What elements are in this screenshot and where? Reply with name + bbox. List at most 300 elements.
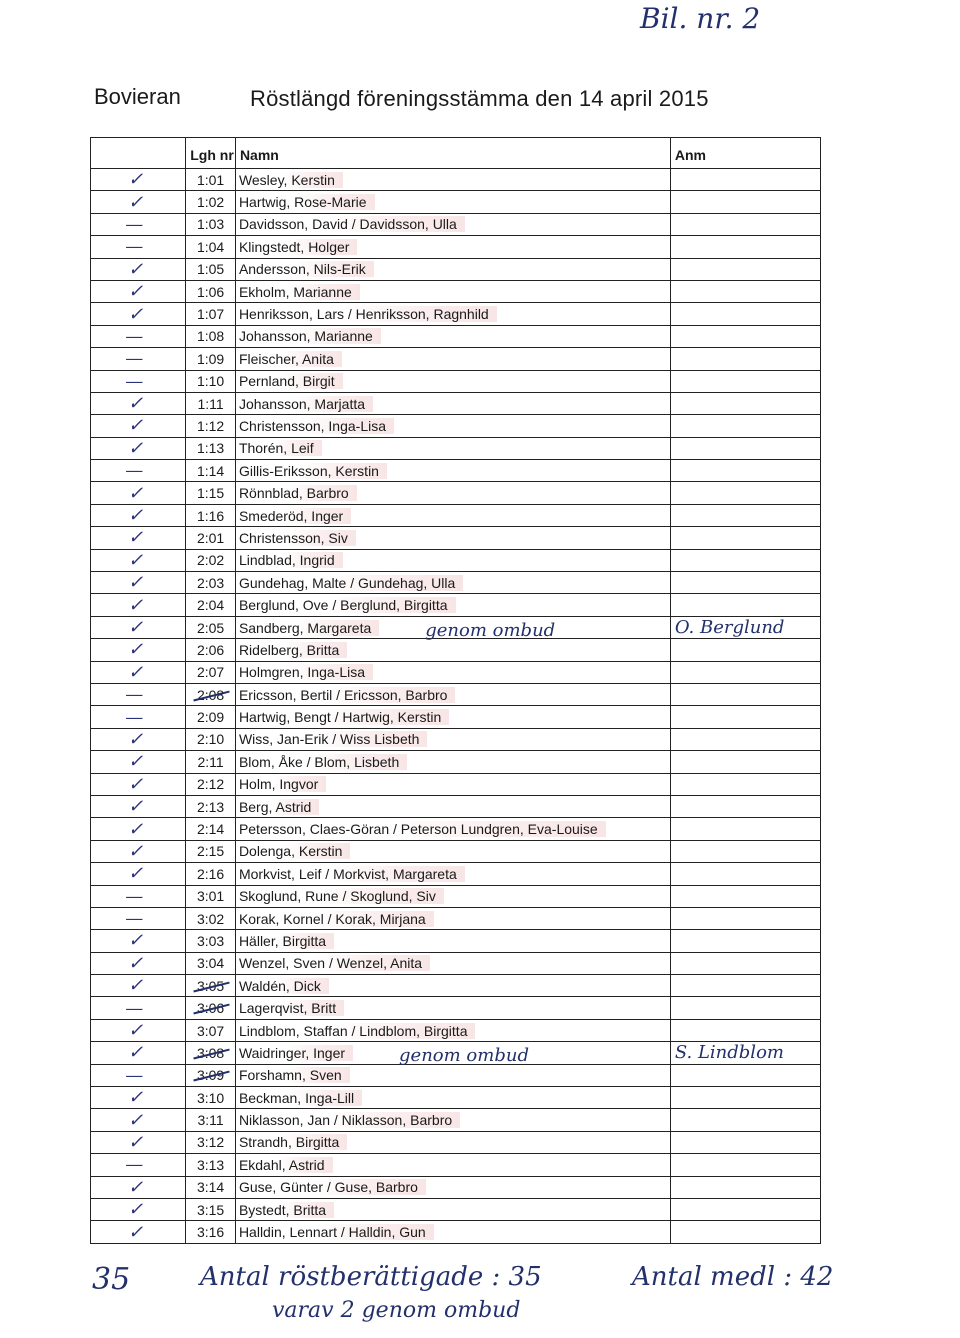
member-name-cell xyxy=(235,325,670,347)
table-row xyxy=(91,213,821,235)
dash-icon: — xyxy=(91,1154,186,1176)
member-name-cell xyxy=(235,549,670,571)
apartment-number-cell xyxy=(186,415,236,437)
checkmark-icon: ✓ xyxy=(91,1131,186,1153)
table-row xyxy=(91,280,821,302)
member-name: Strandh, Birgitta xyxy=(239,1134,347,1150)
member-name: Waldén, Dick xyxy=(239,978,329,994)
checkmark-icon: ✓ xyxy=(91,863,186,885)
checkmark-icon: ✓ xyxy=(91,773,186,795)
apartment-number-cell xyxy=(186,1019,236,1041)
apartment-number-cell xyxy=(186,773,236,795)
table-row xyxy=(91,683,821,705)
member-name-cell xyxy=(235,236,670,258)
dash-icon: — xyxy=(91,213,186,235)
member-name: Bystedt, Britta xyxy=(239,1202,334,1218)
member-name-cell xyxy=(235,1042,670,1064)
apartment-number-cell xyxy=(186,885,236,907)
checkmark-icon: ✓ xyxy=(91,975,186,997)
checkmark-icon: ✓ xyxy=(91,191,186,213)
remark-cell xyxy=(670,572,820,594)
remark-cell xyxy=(670,303,820,325)
table-row xyxy=(91,504,821,526)
member-name: Beckman, Inga-Lill xyxy=(239,1090,362,1106)
remark-cell xyxy=(670,460,820,482)
apartment-number-cell xyxy=(186,930,236,952)
remark-cell xyxy=(670,840,820,862)
member-name-cell xyxy=(235,728,670,750)
member-name-cell xyxy=(235,572,670,594)
member-name: Guse, Günter / Guse, Barbro xyxy=(239,1179,426,1195)
checkmark-icon: ✓ xyxy=(91,169,186,191)
table-row xyxy=(91,863,821,885)
apartment-number: 2:07 xyxy=(196,664,225,681)
member-name-cell xyxy=(235,1087,670,1109)
member-name: Holmgren, Inga-Lisa xyxy=(239,664,373,680)
remark-cell xyxy=(670,795,820,817)
member-name-cell xyxy=(235,594,670,616)
member-name: Dolenga, Kerstin xyxy=(239,843,351,859)
member-name: Gillis-Eriksson, Kerstin xyxy=(239,463,387,479)
remark-cell xyxy=(670,1109,820,1131)
table-row xyxy=(91,1019,821,1041)
apartment-number: 1:15 xyxy=(196,485,225,502)
checkmark-icon: ✓ xyxy=(91,437,186,459)
column-header-lgh: Lgh nr xyxy=(186,138,236,169)
table-row xyxy=(91,1131,821,1153)
apartment-number: 2:10 xyxy=(196,731,225,748)
member-name-cell xyxy=(235,527,670,549)
member-name-cell xyxy=(235,818,670,840)
apartment-number: 1:01 xyxy=(196,171,225,188)
member-name-cell xyxy=(235,751,670,773)
apartment-number-cell xyxy=(186,818,236,840)
apartment-number: 2:08 xyxy=(196,686,225,703)
voting-register-table xyxy=(90,137,821,1244)
remark-cell xyxy=(670,191,820,213)
table-row xyxy=(91,975,821,997)
table-row xyxy=(91,370,821,392)
checkmark-icon: ✓ xyxy=(91,280,186,302)
member-name-cell xyxy=(235,504,670,526)
member-name-cell xyxy=(235,952,670,974)
remark-cell xyxy=(670,1176,820,1198)
member-name-cell xyxy=(235,169,670,191)
apartment-number: 2:05 xyxy=(196,619,225,636)
apartment-number-cell xyxy=(186,863,236,885)
table-body xyxy=(91,169,821,1244)
remark-cell xyxy=(670,258,820,280)
apartment-number: 3:10 xyxy=(196,1089,225,1106)
member-name: Blom, Åke / Blom, Lisbeth xyxy=(239,754,407,770)
checkmark-icon: ✓ xyxy=(91,728,186,750)
dash-icon: — xyxy=(91,907,186,929)
dash-icon: — xyxy=(91,997,186,1019)
apartment-number: 1:13 xyxy=(196,440,225,457)
apartment-number: 3:06 xyxy=(196,1000,225,1017)
table-row xyxy=(91,169,821,191)
member-name: Ridelberg, Britta xyxy=(239,642,347,658)
dash-icon: — xyxy=(91,885,186,907)
apartment-number: 3:02 xyxy=(196,910,225,927)
checkmark-icon: ✓ xyxy=(91,1087,186,1109)
apartment-number-cell xyxy=(186,840,236,862)
checkmark-icon: ✓ xyxy=(91,504,186,526)
apartment-number-cell xyxy=(186,303,236,325)
apartment-number-cell xyxy=(186,952,236,974)
member-name: Ekdahl, Astrid xyxy=(239,1157,333,1173)
member-name-cell xyxy=(235,348,670,370)
checkmark-icon: ✓ xyxy=(91,392,186,414)
apartment-number-cell xyxy=(186,1109,236,1131)
remark-cell xyxy=(670,213,820,235)
member-name: Thorén, Leif xyxy=(239,440,322,456)
member-name-cell xyxy=(235,616,670,641)
member-name: Hartwig, Rose-Marie xyxy=(239,194,375,210)
column-header-anm: Anm xyxy=(670,138,820,169)
apartment-number: 2:02 xyxy=(196,552,225,569)
member-name-cell xyxy=(235,303,670,325)
apartment-number: 2:06 xyxy=(196,641,225,658)
member-name: Lagerqvist, Britt xyxy=(239,1000,344,1016)
member-name-cell xyxy=(235,773,670,795)
organisation-name: Bovieran xyxy=(94,84,181,109)
member-name-cell xyxy=(235,1064,670,1086)
remark-cell: O. Berglund xyxy=(670,616,820,638)
member-name-cell xyxy=(235,930,670,952)
remark-cell xyxy=(670,392,820,414)
member-name-cell xyxy=(235,258,670,280)
dash-icon: — xyxy=(91,370,186,392)
apartment-number-cell xyxy=(186,191,236,213)
table-row xyxy=(91,1087,821,1109)
apartment-number-cell xyxy=(186,169,236,191)
apartment-number: 2:11 xyxy=(197,753,224,770)
proxy-voters-count: varav 2 genom ombud xyxy=(272,1298,521,1323)
remark-cell xyxy=(670,370,820,392)
checkmark-icon: ✓ xyxy=(91,952,186,974)
remark-cell xyxy=(670,930,820,952)
checkmark-icon: ✓ xyxy=(91,795,186,817)
apartment-number-cell xyxy=(186,1176,236,1198)
member-name: Klingstedt, Holger xyxy=(239,239,358,255)
remark-cell: S. Lindblom xyxy=(670,1042,820,1064)
apartment-number-cell xyxy=(186,661,236,683)
checkmark-icon: ✓ xyxy=(91,1109,186,1131)
remark-cell xyxy=(670,885,820,907)
apartment-number: 2:01 xyxy=(196,529,225,546)
apartment-number: 3:05 xyxy=(196,977,225,994)
member-name: Korak, Kornel / Korak, Mirjana xyxy=(239,911,434,927)
apartment-number-cell xyxy=(186,751,236,773)
checkmark-icon: ✓ xyxy=(91,549,186,571)
apartment-number-cell xyxy=(186,639,236,661)
remark-cell xyxy=(670,504,820,526)
apartment-number-cell xyxy=(186,1064,236,1086)
apartment-number: 1:11 xyxy=(197,395,224,412)
table-row xyxy=(91,1154,821,1176)
table-row xyxy=(91,616,821,638)
table-row xyxy=(91,594,821,616)
table-row xyxy=(91,952,821,974)
remark-cell xyxy=(670,706,820,728)
member-name-cell xyxy=(235,370,670,392)
apartment-number-cell xyxy=(186,325,236,347)
checkmark-icon: ✓ xyxy=(91,527,186,549)
table-row xyxy=(91,258,821,280)
member-name: Holm, Ingvor xyxy=(239,776,326,792)
apartment-number: 3:16 xyxy=(196,1224,225,1241)
remark-cell xyxy=(670,773,820,795)
table-header-row xyxy=(91,138,821,169)
member-name: Berglund, Ove / Berglund, Birgitta xyxy=(239,597,456,613)
table-row xyxy=(91,639,821,661)
member-name: Lindblom, Staffan / Lindblom, Birgitta xyxy=(239,1023,476,1039)
apartment-number-cell xyxy=(186,549,236,571)
apartment-number-cell xyxy=(186,975,236,997)
apartment-number-cell xyxy=(186,236,236,258)
checkmark-icon: ✓ xyxy=(91,818,186,840)
member-name-cell xyxy=(235,907,670,929)
apartment-number: 3:03 xyxy=(196,932,225,949)
member-name-cell xyxy=(235,213,670,235)
attachment-number: Bil. nr. 2 xyxy=(640,2,761,35)
member-name: Hartwig, Bengt / Hartwig, Kerstin xyxy=(239,709,449,725)
member-name: Fleischer, Anita xyxy=(239,351,342,367)
proxy-note: genom ombud xyxy=(425,619,556,641)
remark-cell xyxy=(670,1019,820,1041)
apartment-number: 3:07 xyxy=(196,1022,225,1039)
apartment-number: 3:15 xyxy=(196,1201,225,1218)
apartment-number-cell xyxy=(186,907,236,929)
member-name-cell xyxy=(235,437,670,459)
member-name-cell xyxy=(235,840,670,862)
apartment-number-cell xyxy=(186,616,236,638)
member-name: Halldin, Lennart / Halldin, Gun xyxy=(239,1224,434,1240)
apartment-number-cell xyxy=(186,728,236,750)
checkmark-icon: ✓ xyxy=(91,1198,186,1220)
dash-icon: — xyxy=(91,683,186,705)
apartment-number: 1:02 xyxy=(196,194,225,211)
apartment-number: 3:14 xyxy=(196,1179,225,1196)
checkmark-icon: ✓ xyxy=(91,415,186,437)
apartment-number: 2:13 xyxy=(196,798,225,815)
dash-icon: — xyxy=(91,460,186,482)
table-row xyxy=(91,1221,821,1243)
member-name-cell xyxy=(235,795,670,817)
table-row xyxy=(91,1064,821,1086)
apartment-number-cell xyxy=(186,213,236,235)
member-name-cell xyxy=(235,415,670,437)
remark-cell xyxy=(670,751,820,773)
remark-cell xyxy=(670,907,820,929)
remark-cell xyxy=(670,683,820,705)
checkmark-icon: ✓ xyxy=(91,930,186,952)
member-name: Lindblad, Ingrid xyxy=(239,552,343,568)
apartment-number: 1:09 xyxy=(196,350,225,367)
table-row xyxy=(91,885,821,907)
remark-cell xyxy=(670,997,820,1019)
dash-icon: — xyxy=(91,706,186,728)
member-name: Pernland, Birgit xyxy=(239,373,343,389)
apartment-number: 1:12 xyxy=(196,417,225,434)
apartment-number: 1:03 xyxy=(196,216,225,233)
column-header-mark xyxy=(91,138,186,169)
apartment-number-cell xyxy=(186,1154,236,1176)
table-row xyxy=(91,1198,821,1220)
apartment-number: 1:06 xyxy=(196,283,225,300)
table-row xyxy=(91,572,821,594)
table-row xyxy=(91,549,821,571)
member-name: Smederöd, Inger xyxy=(239,508,351,524)
apartment-number-cell xyxy=(186,527,236,549)
dash-icon: — xyxy=(91,1064,186,1086)
member-name-cell xyxy=(235,683,670,705)
apartment-number: 1:04 xyxy=(196,238,225,255)
remark-cell xyxy=(670,1087,820,1109)
member-name: Gundehag, Malte / Gundehag, Ulla xyxy=(239,575,463,591)
apartment-number: 3:01 xyxy=(196,888,225,905)
table-row xyxy=(91,1109,821,1131)
member-name: Davidsson, David / Davidsson, Ulla xyxy=(239,216,465,232)
member-name-cell xyxy=(235,392,670,414)
remark-cell xyxy=(670,1154,820,1176)
remark-cell xyxy=(670,415,820,437)
apartment-number: 1:07 xyxy=(196,306,225,323)
member-name: Forshamn, Sven xyxy=(239,1067,350,1083)
remark-cell xyxy=(670,549,820,571)
checkmark-icon: ✓ xyxy=(91,1019,186,1041)
table-row xyxy=(91,303,821,325)
apartment-number-cell xyxy=(186,706,236,728)
member-name: Waidringer, Inger xyxy=(239,1045,353,1061)
checkmark-icon: ✓ xyxy=(91,1042,186,1064)
member-name: Wesley, Kerstin xyxy=(239,172,343,188)
apartment-number-cell xyxy=(186,1042,236,1064)
apartment-number-cell xyxy=(186,258,236,280)
member-name: Ekholm, Marianne xyxy=(239,284,360,300)
checkmark-icon: ✓ xyxy=(91,661,186,683)
apartment-number: 2:16 xyxy=(196,865,225,882)
remark-cell xyxy=(670,437,820,459)
apartment-number: 1:16 xyxy=(196,507,225,524)
apartment-number: 1:10 xyxy=(196,373,225,390)
remark-cell xyxy=(670,527,820,549)
apartment-number: 1:08 xyxy=(196,328,225,345)
remark-cell xyxy=(670,818,820,840)
apartment-number-cell xyxy=(186,795,236,817)
apartment-number: 2:15 xyxy=(196,843,225,860)
table-row xyxy=(91,1176,821,1198)
member-name-cell xyxy=(235,1221,670,1243)
apartment-number: 3:12 xyxy=(196,1134,225,1151)
checkmark-icon: ✓ xyxy=(91,303,186,325)
remark-cell xyxy=(670,863,820,885)
table-row xyxy=(91,1042,821,1064)
apartment-number-cell xyxy=(186,1131,236,1153)
member-name-cell xyxy=(235,661,670,683)
apartment-number-cell xyxy=(186,280,236,302)
checkmark-icon: ✓ xyxy=(91,572,186,594)
member-name-cell xyxy=(235,1109,670,1131)
remark-cell xyxy=(670,728,820,750)
member-name: Andersson, Nils-Erik xyxy=(239,261,374,277)
apartment-number-cell xyxy=(186,504,236,526)
tally-total: 35 xyxy=(92,1262,131,1297)
member-name-cell xyxy=(235,1154,670,1176)
apartment-number-cell xyxy=(186,370,236,392)
member-name-cell xyxy=(235,280,670,302)
checkmark-icon: ✓ xyxy=(91,1221,186,1243)
document-title: Röstlängd föreningsstämma den 14 april 2015 xyxy=(250,86,709,111)
checkmark-icon: ✓ xyxy=(91,840,186,862)
checkmark-icon: ✓ xyxy=(91,751,186,773)
member-name-cell xyxy=(235,1198,670,1220)
member-name: Skoglund, Rune / Skoglund, Siv xyxy=(239,888,444,904)
checkmark-icon: ✓ xyxy=(91,1176,186,1198)
member-name: Berg, Astrid xyxy=(239,799,319,815)
apartment-number-cell xyxy=(186,1221,236,1243)
checkmark-icon: ✓ xyxy=(91,258,186,280)
remark-cell xyxy=(670,348,820,370)
dash-icon: — xyxy=(91,236,186,258)
table-row xyxy=(91,751,821,773)
member-name: Christensson, Siv xyxy=(239,530,356,546)
apartment-number-cell xyxy=(186,1087,236,1109)
remark-cell xyxy=(670,1131,820,1153)
column-header-name: Namn xyxy=(235,138,670,169)
table-row xyxy=(91,728,821,750)
member-count: Antal medl : 42 xyxy=(632,1262,834,1292)
member-name-cell xyxy=(235,1131,670,1153)
member-name-cell xyxy=(235,863,670,885)
table-row xyxy=(91,706,821,728)
member-name-cell xyxy=(235,1019,670,1041)
remark-cell xyxy=(670,639,820,661)
apartment-number: 1:05 xyxy=(196,261,225,278)
member-name: Häller, Birgitta xyxy=(239,933,334,949)
apartment-number-cell xyxy=(186,437,236,459)
proxy-note: genom ombud xyxy=(399,1044,529,1066)
member-name-cell xyxy=(235,639,670,661)
table-row xyxy=(91,527,821,549)
remark-cell xyxy=(670,594,820,616)
member-name-cell xyxy=(235,191,670,213)
remark-cell xyxy=(670,236,820,258)
apartment-number-cell xyxy=(186,460,236,482)
apartment-number-cell xyxy=(186,594,236,616)
remark-cell xyxy=(670,1198,820,1220)
table-row xyxy=(91,773,821,795)
dash-icon: — xyxy=(91,348,186,370)
member-name-cell xyxy=(235,975,670,997)
table-row xyxy=(91,460,821,482)
apartment-number: 2:04 xyxy=(196,597,225,614)
member-name: Morkvist, Leif / Morkvist, Margareta xyxy=(239,866,465,882)
member-name-cell xyxy=(235,997,670,1019)
apartment-number: 3:08 xyxy=(196,1044,225,1061)
apartment-number: 3:09 xyxy=(196,1067,225,1084)
member-name: Johansson, Marjatta xyxy=(239,396,373,412)
table-row xyxy=(91,415,821,437)
remark-cell xyxy=(670,952,820,974)
apartment-number-cell xyxy=(186,997,236,1019)
dash-icon: — xyxy=(91,325,186,347)
voting-register xyxy=(90,137,821,1252)
checkmark-icon: ✓ xyxy=(91,482,186,504)
remark-cell xyxy=(670,1064,820,1086)
member-name: Henriksson, Lars / Henriksson, Ragnhild xyxy=(239,306,497,322)
